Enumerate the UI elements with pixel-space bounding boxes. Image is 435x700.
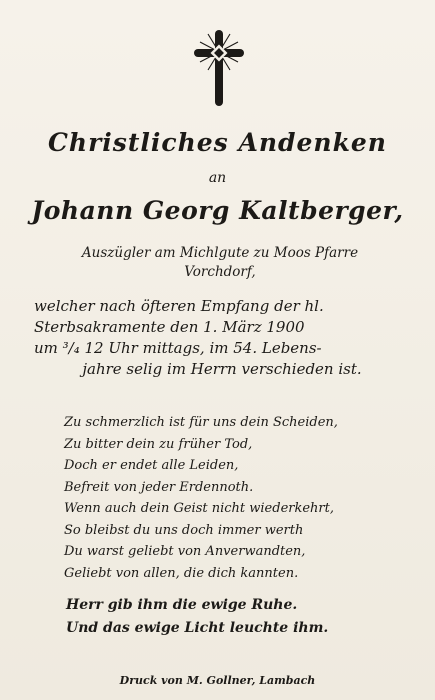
notice-line: jahre selig im Herrn verschieden ist. — [82, 360, 362, 378]
prayer-line: Und das ewige Licht leuchte ihm. — [66, 620, 329, 636]
notice-line: um ³/₄ 12 Uhr mittags, im 54. Lebens- — [34, 339, 322, 357]
printer-imprint: Druck von M. Gollner, Lambach — [119, 674, 316, 687]
death-notice — [34, 296, 410, 380]
description-line: Auszügler am Michlgute zu Moos Pfarre — [81, 245, 359, 261]
ornate-cross-icon — [192, 28, 246, 106]
deceased-name: Johann Georg Kaltberger, — [31, 196, 404, 225]
poem-line: Wenn auch dein Geist nicht wiederkehrt, — [64, 501, 334, 516]
deceased-description — [40, 244, 400, 282]
poem-line: Zu bitter dein zu früher Tod, — [64, 436, 253, 452]
dedication-word: an — [208, 170, 227, 186]
memorial-poem — [64, 412, 404, 584]
poem-line: So bleibst du uns doch immer werth — [64, 522, 304, 538]
closing-prayer — [66, 594, 386, 640]
notice-line: Sterbsakramente den 1. März 1900 — [34, 318, 305, 336]
notice-line: welcher nach öfteren Empfang der hl. — [34, 297, 324, 315]
poem-line: Befreit von jeder Erdennoth. — [64, 479, 254, 495]
poem-line: Doch er endet alle Leiden, — [64, 458, 239, 473]
prayer-line: Herr gib ihm die ewige Ruhe. — [66, 597, 298, 613]
poem-line: Du warst geliebt von Anverwandten, — [64, 544, 306, 559]
card-title: Christliches Andenken — [48, 128, 387, 157]
poem-line: Geliebt von allen, die dich kannten. — [64, 565, 299, 581]
description-line: Vorchdorf, — [184, 264, 256, 280]
poem-line: Zu schmerzlich ist für uns dein Scheiden, — [64, 415, 338, 430]
